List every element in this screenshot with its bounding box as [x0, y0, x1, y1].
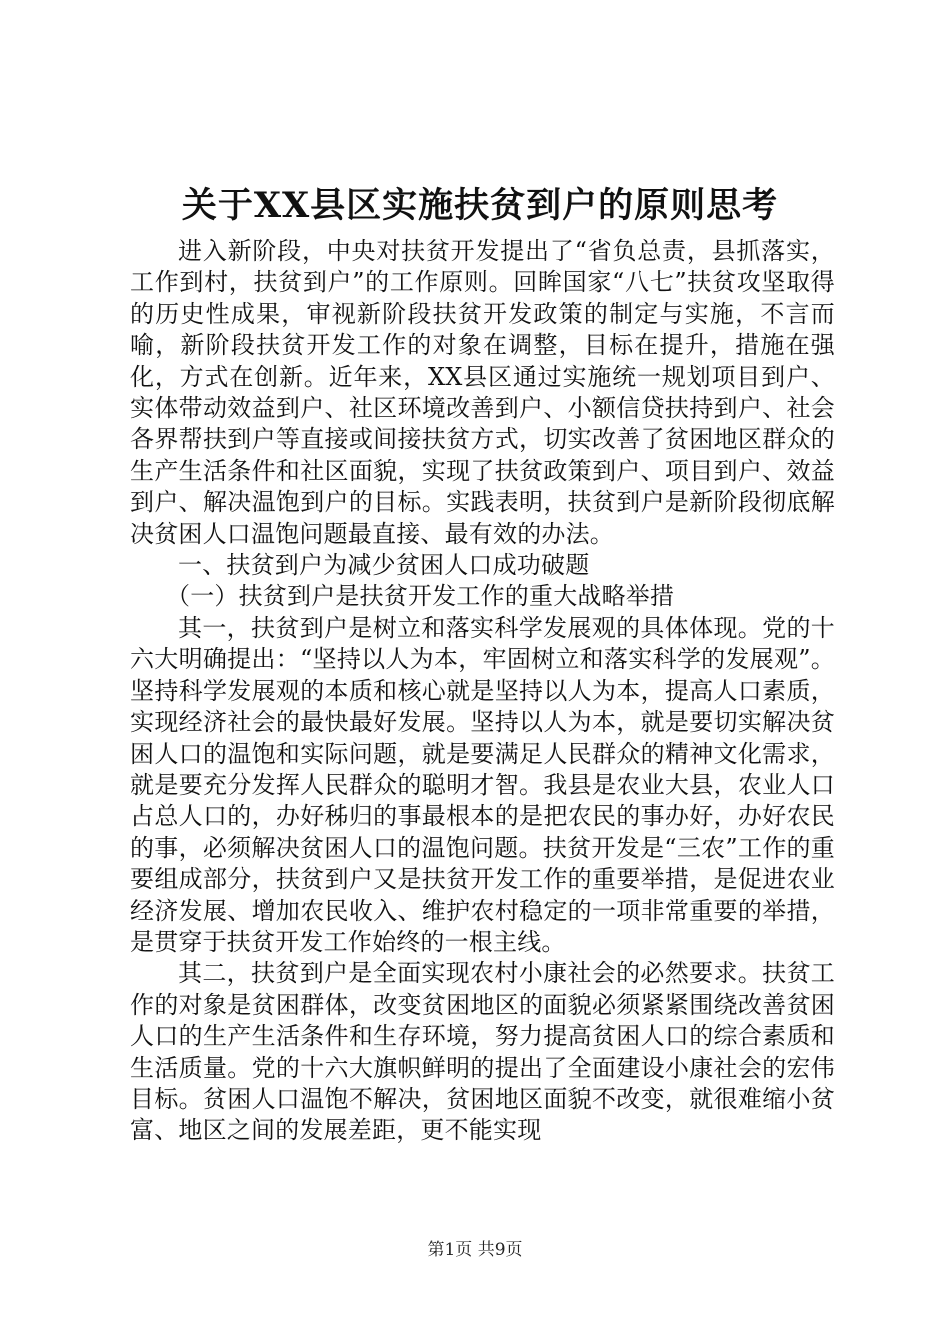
section-heading-1: 一、扶贫到户为减少贫困人口成功破题 — [178, 551, 590, 580]
document-body — [130, 236, 835, 1147]
paragraph-point-2: 其二，扶贫到户是全面实现农村小康社会的必然要求。扶贫工作的对象是贫困群体，改变贫困地区的面貌必须紧紧围绕改善贫困人口的生产生活条件和生存环境，努力提高贫困人口的综合素质和生活质量。党的十六大旗帜鲜明的提出了全面建设小康社会的宏伟目标。贫困人口温饱不解决，贫困地区面貌不改变，就很难缩小贫富、地区之间的发展差距，更不能实现 — [130, 959, 835, 1145]
paragraph-point-1: 其一，扶贫到户是树立和落实科学发展观的具体体现。党的十六大明确提出：“坚持以人为本，牢固树立和落实科学的发展观”。坚持科学发展观的本质和核心就是坚持以人为本，提高人口素质，实现经济社会的最快最好发展。坚持以人为本，就是要切实解决贫困人口的温饱和实际问题，就是要满足人民群众的精神文化需求，就是要充分发挥人民群众的聪明才智。我县是农业大县，农业人口占总人口的，办好秭归的事最根本的是把农民的事办好，办好农民的事，必须解决贫困人口的温饱问题。扶贫开发是“三农”工作的重要组成部分，扶贫到户又是扶贫开发工作的重要举措，是促进农业经济发展、增加农民收入、维护农村稳定的一项非常重要的举措，是贯穿于扶贫开发工作始终的一根主线。 — [130, 613, 835, 956]
document-title: 关于XX县区实施扶贫到户的原则思考 — [181, 185, 779, 226]
page-number-footer: 第1页 共9页 — [427, 1240, 523, 1260]
subsection-heading-1: （一）扶贫到户是扶贫开发工作的重大战略举措 — [166, 582, 675, 611]
paragraph-intro: 进入新阶段，中央对扶贫开发提出了“省负总责，县抓落实，工作到村，扶贫到户”的工作原则。回眸国家“八七”扶贫攻坚取得的历史性成果，审视新阶段扶贫开发政策的制定与实施，不言而喻，新阶段扶贫开发工作的对象在调整，目标在提升，措施在强化，方式在创新。近年来，XX县区通过实施统一规划项目到户、实体带动效益到户、社区环境改善到户、小额信贷扶持到户、社会各界帮扶到户等直接或间接扶贫方式，切实改善了贫困地区群众的生产生活条件和社区面貌，实现了扶贫政策到户、项目到户、效益到户、解决温饱到户的目标。实践表明，扶贫到户是新阶段彻底解决贫困人口温饱问题最直接、最有效的办法。 — [130, 237, 835, 548]
